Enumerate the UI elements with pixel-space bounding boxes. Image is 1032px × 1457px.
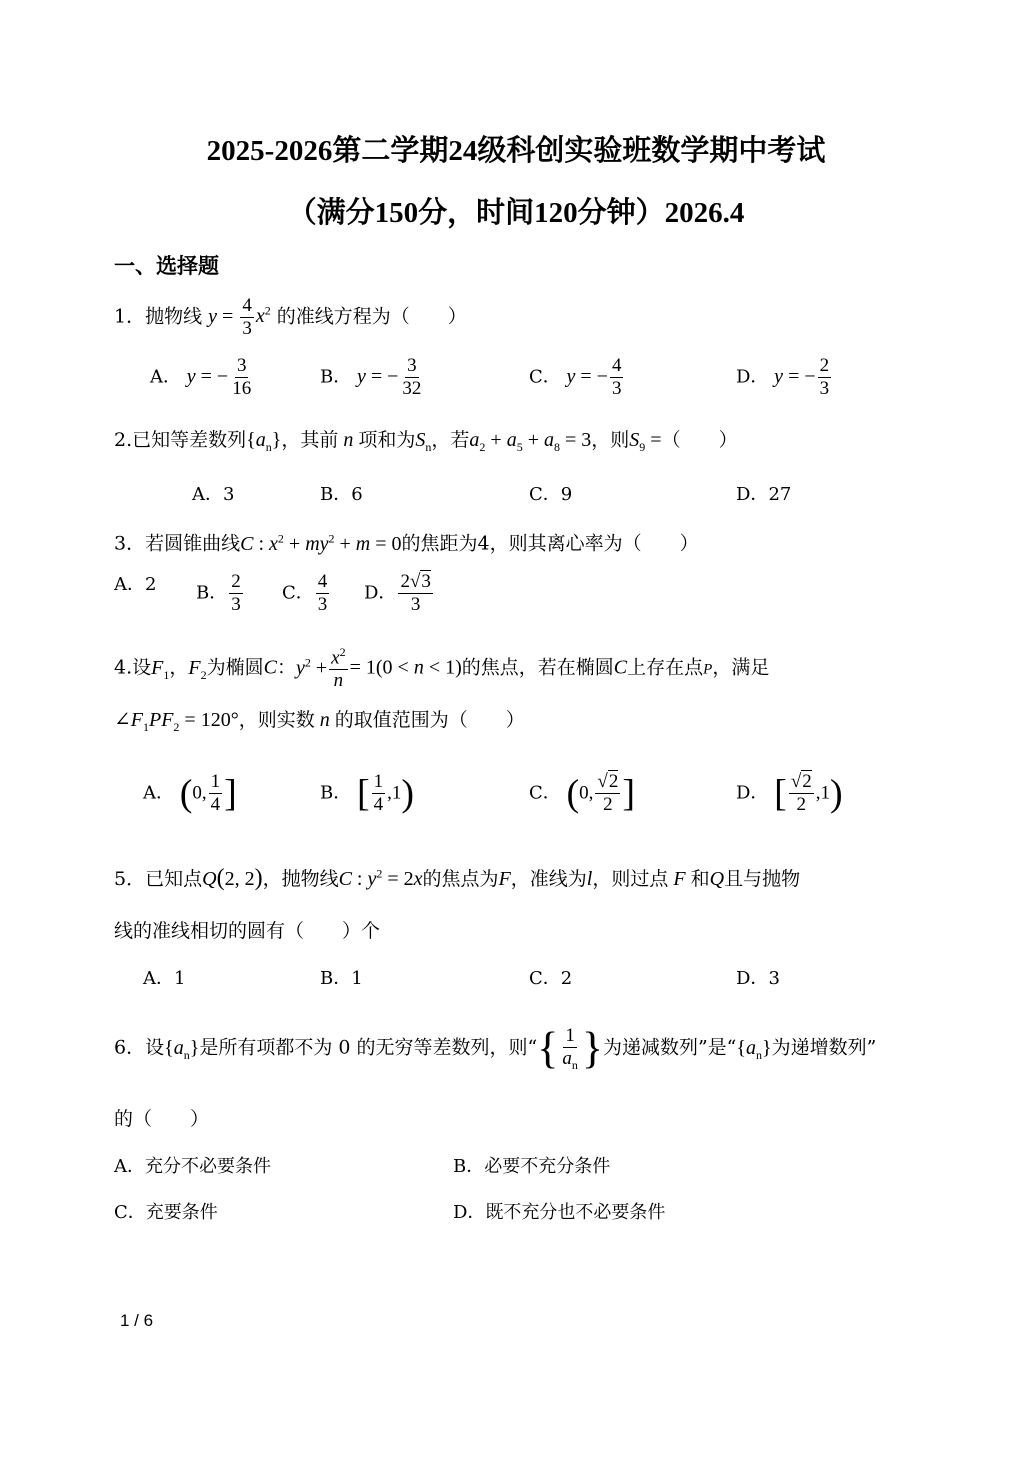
- question-text: 为递增数列”: [771, 1036, 877, 1059]
- question-number: 6．: [114, 1036, 146, 1059]
- math-fraction: $\frac{x^2}{n}$: [331, 645, 346, 692]
- option-b[interactable]: B． [ $\frac{1}{4}$ ,1): [320, 771, 415, 815]
- math-expr: y = −: [356, 365, 399, 388]
- math-expr: $\angle F_1PF_2 = 120^\circ$: [114, 709, 239, 734]
- math-expr: $S_n$: [415, 429, 432, 454]
- option-value: 既不充分也不必要条件: [485, 1202, 666, 1223]
- option-c[interactable]: [282, 572, 331, 615]
- option-b[interactable]: [320, 486, 363, 504]
- option-d[interactable]: [364, 572, 435, 615]
- option-label: C．: [529, 366, 561, 388]
- option-label: A．: [143, 968, 174, 989]
- option-d[interactable]: [736, 356, 833, 399]
- question-text: 的焦点，若在椭圆: [461, 656, 614, 679]
- math-expr: y = −: [566, 365, 608, 388]
- option-value: 1: [174, 968, 186, 989]
- math-expr: C: [263, 656, 277, 679]
- math-fraction: $\frac{4}{3}$: [317, 571, 328, 615]
- math-expr: n: [338, 429, 359, 451]
- option-label: A．: [143, 782, 174, 804]
- option-label: A．: [114, 574, 145, 595]
- option-label: B．: [320, 968, 352, 989]
- question-text: ，其前: [281, 429, 339, 451]
- math-fraction: $\frac{1}{a_n}$: [562, 1025, 578, 1072]
- page-title: 2025-2026第二学期24级科创实验班数学期中考试: [206, 135, 826, 167]
- option-label: C．: [529, 782, 561, 804]
- option-label: B．: [453, 1156, 485, 1177]
- question-number: 5．: [114, 868, 146, 890]
- math-expr: $\{a_n\}$: [736, 1036, 772, 1062]
- option-label: D．: [364, 582, 397, 604]
- question-text: 的焦距为4，则其离心率为（ ）: [401, 532, 699, 555]
- option-label: D．: [736, 484, 769, 505]
- option-a[interactable]: [114, 576, 156, 594]
- math-fraction: $\frac{2}{3}$: [231, 571, 241, 615]
- option-label: B．: [196, 582, 228, 604]
- question-text: ，抛物线: [262, 868, 339, 890]
- page-number: 1 / 6: [120, 1311, 154, 1330]
- question-text: 为递减数列”是“: [602, 1036, 737, 1059]
- option-value: 3: [223, 484, 235, 505]
- section-heading: 一、选择题: [114, 253, 219, 278]
- option-value: 1: [351, 968, 363, 989]
- question-3: [114, 532, 699, 554]
- question-1: [114, 296, 467, 339]
- question-text: 是所有项都不为 0 的无穷等差数列，则“: [199, 1036, 538, 1059]
- option-c[interactable]: C． (0, $\frac{√2}{2}$ ]: [529, 771, 636, 815]
- question-text: 的取值范围为（ ）: [334, 709, 525, 731]
- option-label: D．: [736, 968, 769, 989]
- option-a[interactable]: [192, 486, 234, 504]
- option-label: D．: [736, 782, 769, 804]
- option-value: 充要条件: [145, 1202, 218, 1223]
- math-expr: P: [703, 661, 713, 678]
- math-expr: n: [314, 709, 335, 731]
- math-fraction: $\frac{1}{4}$: [373, 771, 384, 815]
- question-5: [114, 866, 800, 890]
- option-label: C．: [529, 484, 561, 505]
- option-label: A．: [192, 484, 223, 505]
- option-label: C．: [282, 582, 314, 604]
- question-text: ，则过点: [592, 868, 669, 890]
- question-text: 的焦点为: [422, 868, 499, 890]
- question-number: 3．: [114, 532, 146, 555]
- option-label: D．: [453, 1202, 486, 1223]
- option-label: C．: [114, 1202, 146, 1223]
- question-number: 1．: [114, 305, 146, 328]
- math-fraction: $\frac{4}{3}$: [611, 355, 622, 399]
- option-label: B．: [320, 484, 352, 505]
- option-d[interactable]: [453, 1204, 665, 1222]
- math-expr: $a_2 + a_5 + a_8 = 3$: [469, 429, 592, 454]
- question-text: 抛物线: [145, 305, 203, 328]
- math-fraction: $\frac{2}{3}$: [819, 355, 830, 399]
- math-expr: $y^2$ +: [295, 654, 328, 679]
- question-text: 为椭圆: [206, 656, 264, 679]
- option-value: 必要不充分条件: [484, 1156, 611, 1177]
- option-b[interactable]: [320, 356, 425, 399]
- question-text: ：: [276, 656, 296, 679]
- math-expr: $S_9$ =: [629, 429, 662, 454]
- option-value: 充分不必要条件: [145, 1156, 271, 1177]
- math-expr: y =: [208, 305, 234, 328]
- question-2: [114, 430, 738, 453]
- math-expr: l: [586, 868, 593, 890]
- math-fraction: $\frac{4}{3}$: [242, 295, 252, 339]
- question-4-line-2: [114, 710, 525, 733]
- option-label: A．: [114, 1156, 145, 1177]
- math-fraction: $\frac{√2}{2}$: [790, 771, 812, 815]
- option-label: B．: [320, 366, 352, 388]
- math-expr: Q(2, 2): [202, 865, 263, 891]
- question-number: 4.: [114, 656, 133, 679]
- math-fraction: $\frac{√2}{2}$: [597, 771, 619, 815]
- question-text: 设: [132, 656, 152, 679]
- option-value: 2: [145, 574, 157, 595]
- option-a[interactable]: A． (0, $\frac{1}{4}$ ]: [143, 771, 237, 815]
- option-value: 2: [560, 968, 573, 989]
- question-text: 且与抛物: [724, 868, 801, 890]
- math-expr: $F_1$: [151, 656, 170, 682]
- option-d[interactable]: D． [ $\frac{√2}{2}$ ,1): [736, 771, 843, 815]
- question-4: [114, 646, 769, 691]
- option-value: 27: [768, 484, 792, 505]
- option-d[interactable]: [736, 486, 791, 504]
- option-d[interactable]: [736, 970, 780, 988]
- option-b[interactable]: [320, 970, 363, 988]
- page-subtitle: （满分150分，时间120分钟）2026.4: [287, 197, 745, 229]
- question-text: 已知点: [145, 868, 203, 890]
- question-6-line-2: 的（ ）: [114, 1108, 210, 1130]
- option-a[interactable]: [143, 970, 185, 988]
- math-expr: = 1(0 < n < 1): [349, 656, 462, 679]
- question-text: ，则: [591, 429, 630, 451]
- question-5-line-2: 线的准线相切的圆有（ ）个: [114, 920, 381, 942]
- option-label: C．: [529, 968, 561, 989]
- math-fraction: $\frac{3}{32}$: [402, 355, 422, 399]
- option-a[interactable]: [150, 356, 255, 399]
- question-text: 若圆锥曲线: [145, 532, 241, 555]
- option-value: 9: [560, 484, 573, 505]
- question-6: 6．设$\{a_n\}$是所有项都不为 0 的无穷等差数列，则“{ $\frac{1}{a_n}$ }为递减数列”是“$\{a_n\}$为递增数列”: [114, 1023, 877, 1073]
- option-b[interactable]: [453, 1158, 610, 1176]
- option-label: A．: [150, 366, 181, 388]
- question-text: （ ）: [661, 429, 738, 451]
- math-expr: Q: [709, 868, 725, 890]
- math-fraction: $\frac{2√3}{3}$: [400, 571, 431, 615]
- question-text: ，准线为: [510, 868, 587, 890]
- math-expr: y = −: [774, 365, 816, 388]
- question-text: 设: [145, 1036, 165, 1059]
- option-c[interactable]: [114, 1204, 218, 1222]
- math-expr: C : $y^2 = 2x$: [338, 866, 423, 890]
- question-text: 和: [690, 868, 710, 890]
- math-fraction: $\frac{1}{4}$: [210, 771, 221, 815]
- math-expr: C : $x^2 + my^2 + m = 0$: [240, 531, 402, 555]
- option-a[interactable]: [114, 1158, 271, 1176]
- question-text: ，满足: [712, 656, 770, 679]
- option-b[interactable]: [196, 572, 245, 615]
- math-expr: $\{a_n\}$: [246, 429, 282, 454]
- question-text: 上存在点: [627, 656, 704, 679]
- math-expr: $\{a_n\}$: [164, 1036, 200, 1062]
- math-expr: y = −: [186, 365, 229, 388]
- question-text: 已知等差数列: [132, 429, 247, 451]
- math-expr: F: [498, 868, 511, 890]
- question-text: 的准线方程为（ ）: [276, 305, 467, 328]
- question-text: 项和为: [358, 429, 416, 451]
- math-expr: C: [613, 656, 628, 679]
- option-label: D．: [736, 366, 769, 388]
- option-c[interactable]: [529, 486, 572, 504]
- math-expr: F: [668, 868, 691, 890]
- question-text: ，则实数: [238, 709, 315, 731]
- option-value: 6: [351, 484, 363, 505]
- question-text: ，若: [431, 429, 470, 451]
- math-fraction: $\frac{3}{16}$: [232, 355, 252, 399]
- option-c[interactable]: [529, 356, 625, 399]
- option-c[interactable]: [529, 970, 572, 988]
- math-expr: $F_2$: [188, 656, 207, 682]
- question-text: ，: [169, 656, 189, 679]
- math-expr: $x^2$: [255, 303, 271, 328]
- option-label: B．: [320, 782, 352, 804]
- option-value: 3: [768, 968, 780, 989]
- question-number: 2.: [114, 429, 133, 451]
